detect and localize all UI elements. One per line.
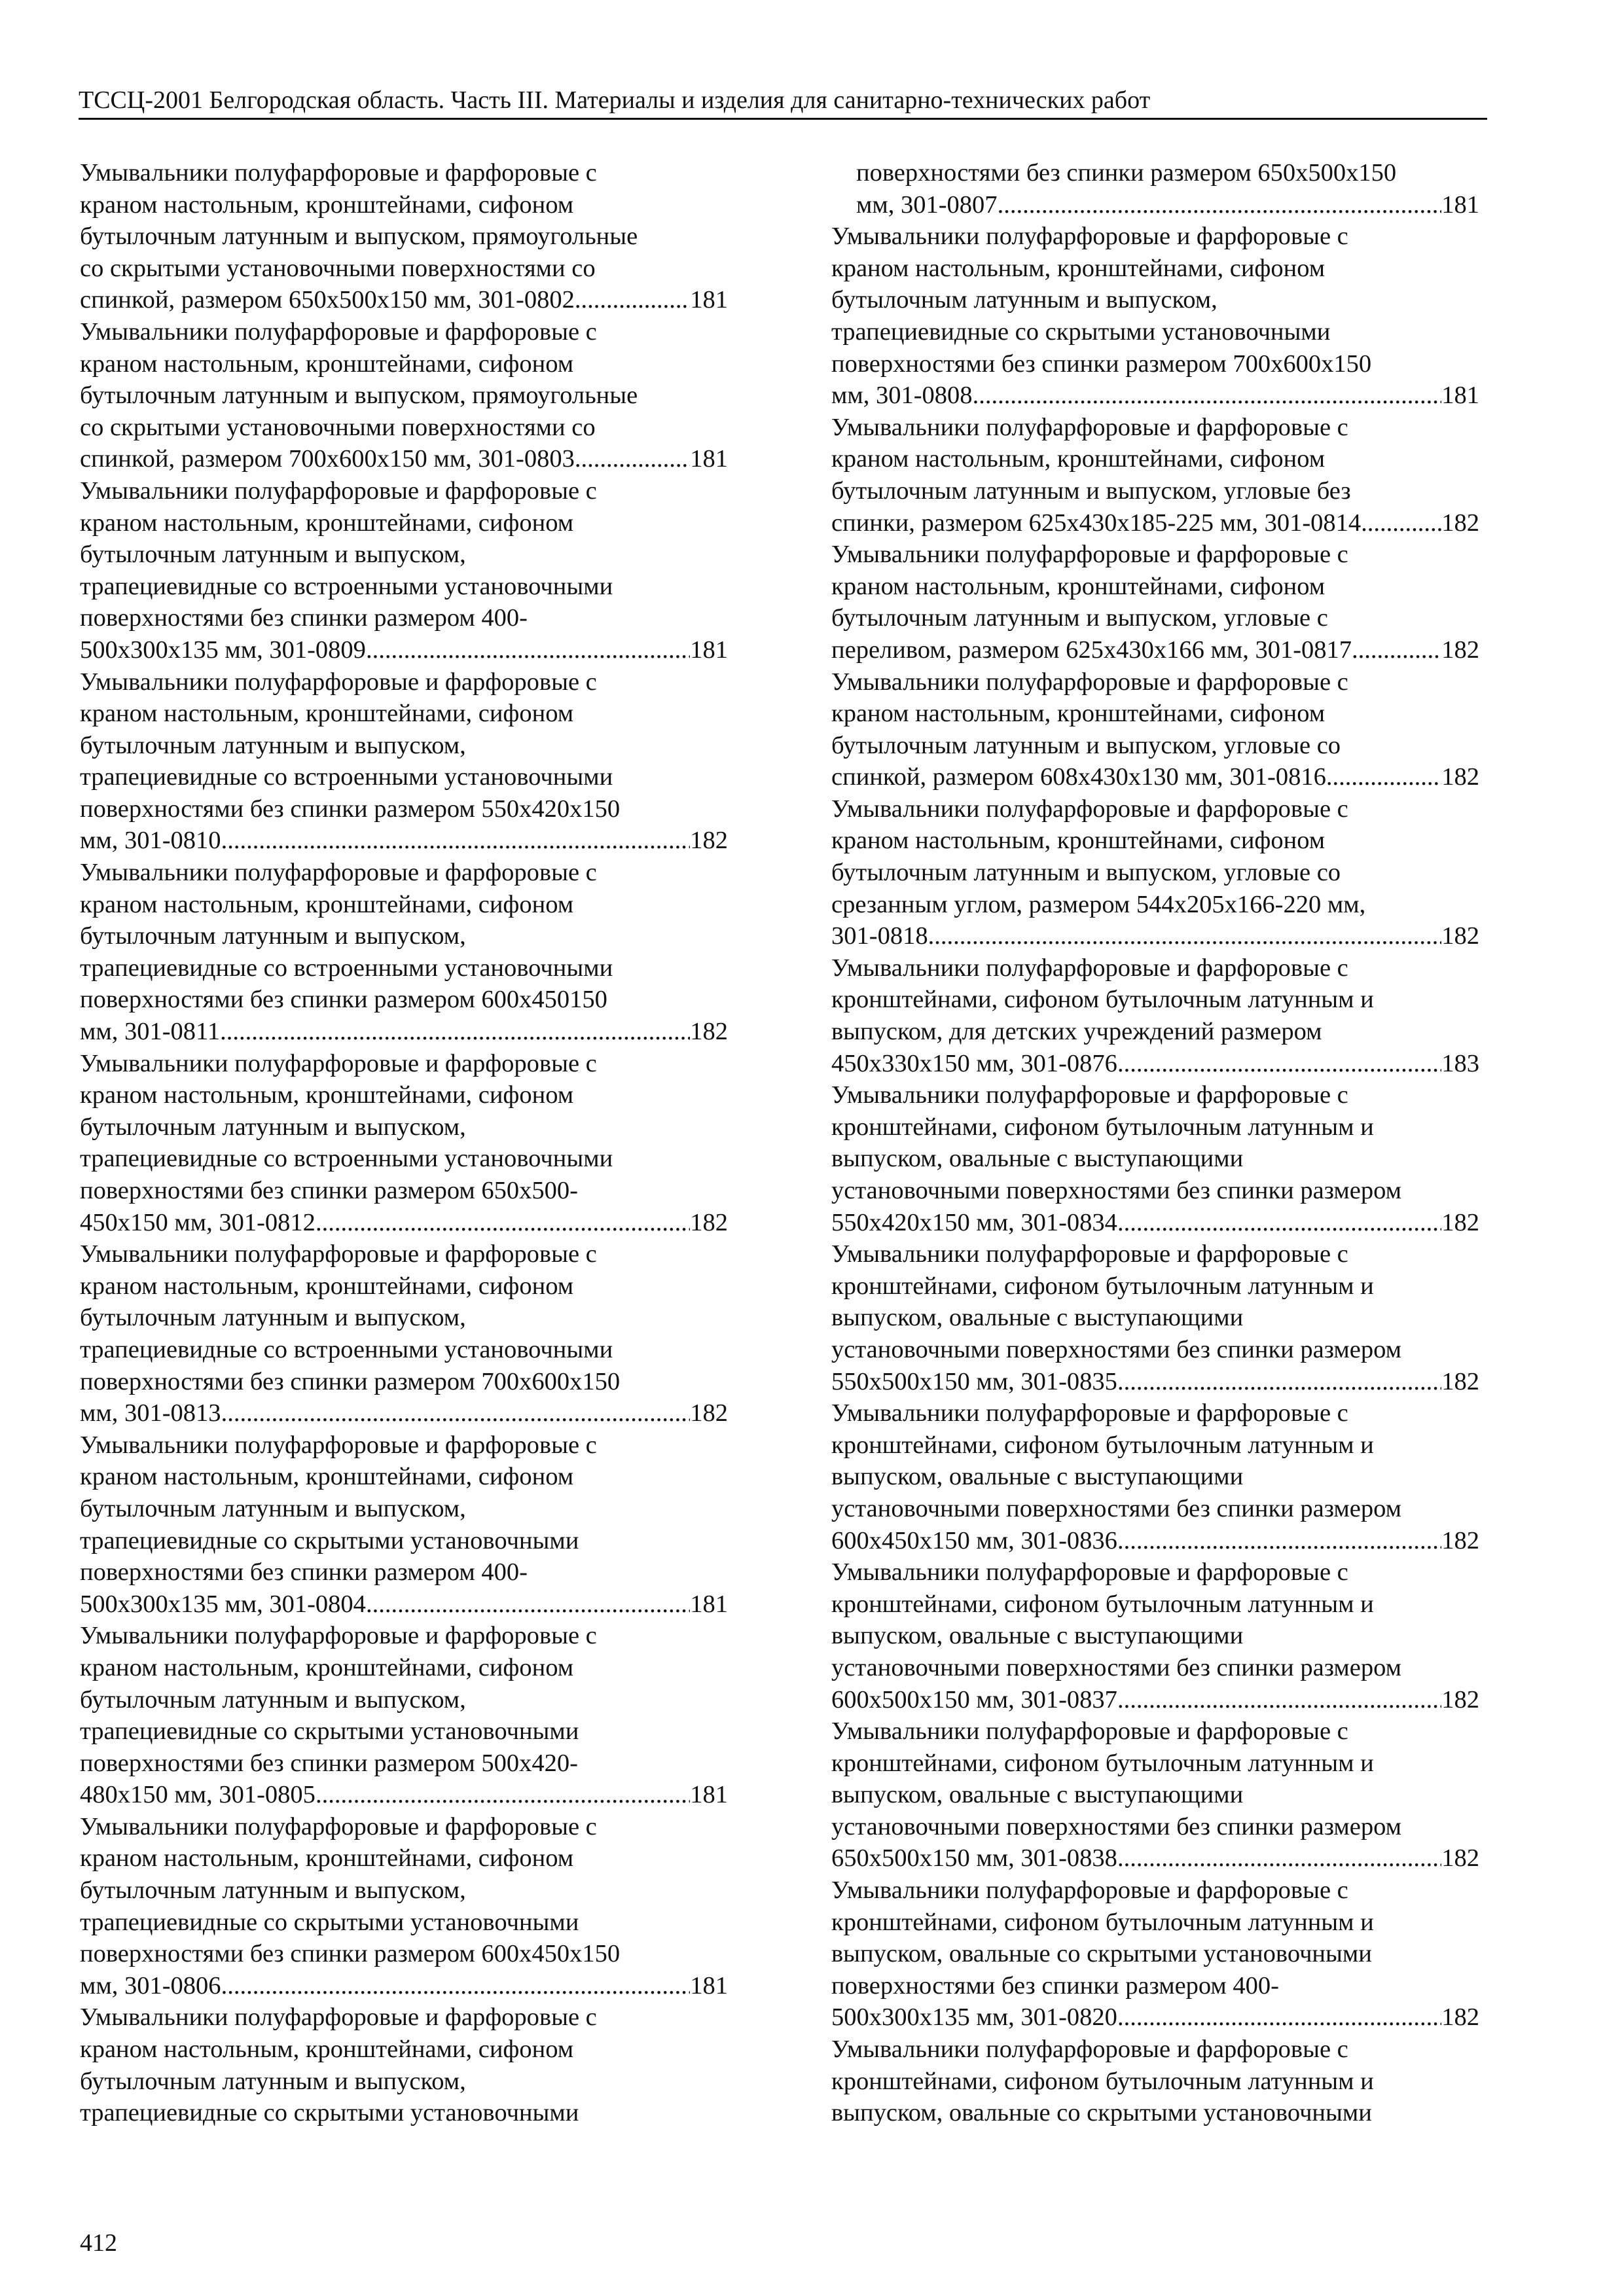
- entry-last-line: [831, 1048, 1479, 1080]
- entry-page-ref: 182: [1441, 2003, 1479, 2032]
- index-entry: [80, 316, 728, 475]
- entry-line: установочными поверхностями без спинки размером: [831, 1653, 1401, 1681]
- entry-tail: 550х420х150 мм, 301-0834: [831, 1208, 1117, 1236]
- entry-line: Умывальники полуфарфоровые и фарфоровые с: [80, 317, 597, 346]
- entry-last-line: [831, 634, 1479, 666]
- index-entry: [80, 2001, 728, 2128]
- entry-line: бутылочным латунным и выпуском, угловые с: [831, 604, 1328, 632]
- dot-leader: [316, 1779, 690, 1811]
- entry-tail: спинкой, размером 650х500х150 мм, 301-0802: [80, 286, 575, 314]
- entry-line: установочными поверхностями без спинки размером: [831, 1494, 1401, 1522]
- entry-tail: 480х150 мм, 301-0805: [80, 1781, 316, 1809]
- entry-page-ref: 182: [1441, 1208, 1479, 1236]
- entry-last-line: [80, 1779, 728, 1811]
- index-entry: [831, 1556, 1479, 1715]
- index-entry: [80, 1811, 728, 2002]
- index-entry: [831, 1715, 1479, 1874]
- entry-page-ref: 182: [1441, 1844, 1479, 1873]
- entry-line: Умывальники полуфарфоровые и фарфоровые с: [80, 1812, 597, 1840]
- entry-last-line: [80, 825, 728, 857]
- entry-tail: спинкой, размером 700х600х150 мм, 301-0803: [80, 445, 575, 473]
- entry-last-line: [80, 1588, 728, 1621]
- entry-line: краном настольным, кронштейнами, сифоном: [80, 890, 574, 918]
- entry-line: Умывальники полуфарфоровые и фарфоровые с: [831, 1876, 1348, 1905]
- entry-line: Умывальники полуфарфоровые и фарфоровые с: [80, 859, 597, 887]
- entry-tail: мм, 301-0811: [80, 1018, 221, 1046]
- entry-line: трапециевидные со скрытыми установочными: [80, 1908, 579, 1936]
- dot-leader: [1117, 1366, 1441, 1398]
- entry-last-line: [80, 1970, 728, 2002]
- entry-page-ref: 182: [1441, 1685, 1479, 1713]
- entry-line: кронштейнами, сифоном бутылочным латунным и: [831, 1272, 1374, 1300]
- dot-leader: [1361, 507, 1441, 539]
- dot-leader: [1117, 1684, 1441, 1716]
- entry-line: Умывальники полуфарфоровые и фарфоровые с: [80, 1049, 597, 1077]
- entry-line: Умывальники полуфарфоровые и фарфоровые с: [80, 476, 597, 505]
- entry-line: краном настольным, кронштейнами, сифоном: [831, 827, 1326, 855]
- entry-tail: спинкой, размером 608х430х130 мм, 301-0816: [831, 763, 1326, 791]
- entry-line: краном настольным, кронштейнами, сифоном: [80, 1463, 574, 1491]
- entry-line: бутылочным латунным и выпуском,: [80, 541, 466, 569]
- dot-leader: [221, 825, 691, 857]
- entry-line: бутылочным латунным и выпуском,: [80, 922, 466, 950]
- entry-line: кронштейнами, сифоном бутылочным латунным и: [831, 1113, 1374, 1141]
- entry-last-line: [831, 920, 1479, 952]
- entry-line: Умывальники полуфарфоровые и фарфоровые с: [831, 1240, 1348, 1268]
- index-entry: [831, 2034, 1479, 2129]
- entry-line: бутылочным латунным и выпуском, прямоугольные: [80, 223, 638, 251]
- index-column-right: [831, 157, 1479, 2129]
- dot-leader: [221, 1970, 691, 2002]
- entry-page-ref: 181: [690, 1781, 728, 1809]
- entry-tail: 500х300х135 мм, 301-0804: [80, 1590, 366, 1618]
- entry-line: трапециевидные со встроенными установочными: [80, 763, 613, 791]
- dot-leader: [366, 634, 690, 666]
- entry-line: Умывальники полуфарфоровые и фарфоровые с: [831, 1399, 1348, 1427]
- dot-leader: [366, 1588, 690, 1621]
- entry-line: Умывальники полуфарфоровые и фарфоровые с: [831, 795, 1348, 823]
- entry-tail: спинки, размером 625х430х185-225 мм, 301-0814: [831, 509, 1362, 537]
- entry-line: трапециевидные со скрытыми установочными: [80, 1717, 579, 1746]
- dot-leader: [221, 1397, 691, 1429]
- index-entry: [831, 952, 1479, 1079]
- entry-page-ref: 181: [690, 1590, 728, 1618]
- entry-last-line: [80, 1207, 728, 1239]
- entry-line: краном настольным, кронштейнами, сифоном: [80, 700, 574, 728]
- dot-leader: [575, 284, 690, 316]
- entry-line: поверхностями без спинки размером 500х420-: [80, 1749, 578, 1777]
- entry-line: Умывальники полуфарфоровые и фарфоровые с: [80, 159, 597, 187]
- entry-line: установочными поверхностями без спинки размером: [831, 1335, 1401, 1363]
- entry-line: выпуском, овальные с выступающими: [831, 1304, 1244, 1332]
- entry-line: краном настольным, кронштейнами, сифоном: [831, 254, 1326, 282]
- entry-line: краном настольным, кронштейнами, сифоном: [80, 1272, 574, 1300]
- entry-last-line: [80, 284, 728, 316]
- dot-leader: [1358, 634, 1442, 666]
- index-entry: [831, 157, 1479, 221]
- entry-last-line: [831, 1525, 1479, 1557]
- entry-last-line: [856, 189, 1479, 221]
- entry-line: трапециевидные со встроенными установочными: [80, 1145, 613, 1173]
- entry-line: поверхностями без спинки размером 650х500-: [80, 1177, 578, 1204]
- entry-tail: 550х500х150 мм, 301-0835: [831, 1367, 1117, 1395]
- entry-last-line: [80, 443, 728, 475]
- dot-leader: [1117, 2001, 1441, 2034]
- entry-last-line: [80, 634, 728, 666]
- entry-tail: 600х500х150 мм, 301-0837: [831, 1685, 1117, 1713]
- entry-last-line: [80, 1016, 728, 1048]
- entry-line: Умывальники полуфарфоровые и фарфоровые с: [80, 2003, 597, 2032]
- entry-line: трапециевидные со встроенными установочными: [80, 954, 613, 982]
- entry-line: краном настольным, кронштейнами, сифоном: [80, 1081, 574, 1109]
- entry-tail: 600х450х150 мм, 301-0836: [831, 1526, 1117, 1554]
- entry-tail: мм, 301-0806: [80, 1971, 221, 2000]
- entry-page-ref: 182: [690, 1018, 728, 1046]
- entry-line: Умывальники полуфарфоровые и фарфоровые с: [80, 1240, 597, 1268]
- entry-page-ref: 181: [690, 1971, 728, 2000]
- entry-line: кронштейнами, сифоном бутылочным латунным и: [831, 1749, 1374, 1777]
- entry-line: поверхностями без спинки размером 400-: [80, 1558, 528, 1587]
- entry-line: краном настольным, кронштейнами, сифоном: [80, 2036, 574, 2064]
- entry-line: бутылочным латунным и выпуском,: [80, 731, 466, 759]
- entry-line: со скрытыми установочными поверхностями со: [80, 413, 596, 441]
- entry-line: краном настольным, кронштейнами, сифоном: [80, 1653, 574, 1681]
- entry-line: краном настольным, кронштейнами, сифоном: [831, 700, 1326, 728]
- entry-tail: 500х300х135 мм, 301-0809: [80, 636, 366, 664]
- entry-last-line: [831, 1684, 1479, 1716]
- entry-tail: переливом, размером 625х430х166 мм, 301-0817.: [831, 636, 1358, 664]
- entry-tail: 500х300х135 мм, 301-0820: [831, 2003, 1117, 2032]
- index-entry: [831, 1079, 1479, 1238]
- index-entry: [831, 539, 1479, 666]
- entry-line: трапециевидные со скрытыми установочными: [80, 1526, 579, 1554]
- entry-line: кронштейнами, сифоном бутылочным латунным и: [831, 1908, 1374, 1936]
- entry-line: срезанным углом, размером 544х205х166-220 мм,: [831, 890, 1366, 918]
- entry-line: со скрытыми установочными поверхностями со: [80, 254, 596, 282]
- dot-leader: [1117, 1207, 1441, 1239]
- entry-page-ref: 182: [690, 1399, 728, 1427]
- entry-page-ref: 182: [1441, 636, 1479, 664]
- index-entry: [80, 666, 728, 857]
- entry-line: краном настольным, кронштейнами, сифоном: [831, 572, 1326, 600]
- entry-line: бутылочным латунным и выпуском,: [831, 286, 1218, 314]
- index-entry: [80, 1429, 728, 1621]
- index-column-left: [80, 157, 728, 2129]
- entry-line: установочными поверхностями без спинки размером: [831, 1812, 1401, 1840]
- entry-last-line: [831, 761, 1479, 793]
- dot-leader: [973, 380, 1442, 412]
- running-header: ТССЦ-2001 Белгородская область. Часть III. Материалы и изделия для санитарно-технических работ: [79, 85, 1487, 120]
- entry-line: Умывальники полуфарфоровые и фарфоровые с: [831, 954, 1348, 982]
- entry-line: выпуском, овальные со скрытыми установочными: [831, 1940, 1372, 1968]
- entry-line: поверхностями без спинки размером 700х600х150: [831, 350, 1372, 378]
- entry-line: Умывальники полуфарфоровые и фарфоровые с: [831, 1558, 1348, 1587]
- entry-line: бутылочным латунным и выпуском,: [80, 2067, 466, 2095]
- entry-last-line: [831, 1842, 1479, 1874]
- index-entry: [831, 412, 1479, 539]
- entry-page-ref: 181: [690, 636, 728, 664]
- page-number: 412: [80, 2229, 117, 2257]
- dot-leader: [928, 920, 1442, 952]
- index-entry: [831, 793, 1479, 952]
- entry-page-ref: 182: [1441, 509, 1479, 537]
- entry-line: Умывальники полуфарфоровые и фарфоровые с: [831, 541, 1348, 569]
- entry-line: поверхностями без спинки размером 400-: [80, 604, 528, 632]
- entry-line: краном настольным, кронштейнами, сифоном: [80, 190, 574, 219]
- entry-line: кронштейнами, сифоном бутылочным латунным и: [831, 1431, 1374, 1459]
- entry-last-line: [831, 380, 1479, 412]
- entry-line: краном настольным, кронштейнами, сифоном: [80, 509, 574, 537]
- entry-line: краном настольным, кронштейнами, сифоном: [80, 1844, 574, 1873]
- entry-tail: мм, 301-0810: [80, 827, 221, 855]
- entry-line: трапециевидные со встроенными установочными: [80, 1335, 613, 1363]
- entry-line: бутылочным латунным и выпуском, прямоугольные: [80, 382, 638, 410]
- entry-last-line: [831, 1366, 1479, 1398]
- entry-last-line: [831, 2001, 1479, 2034]
- entry-line: краном настольным, кронштейнами, сифоном: [831, 445, 1326, 473]
- entry-page-ref: 182: [690, 1208, 728, 1236]
- entry-line: поверхностями без спинки размером 700х600х150: [80, 1367, 621, 1395]
- index-entry: [80, 1048, 728, 1239]
- entry-line: выпуском, овальные со скрытыми установочными: [831, 2099, 1372, 2127]
- entry-line: бутылочным латунным и выпуском,: [80, 1304, 466, 1332]
- entry-line: поверхностями без спинки размером 400-: [831, 1971, 1279, 2000]
- entry-line: трапециевидные со скрытыми установочными: [831, 317, 1331, 346]
- entry-line: Умывальники полуфарфоровые и фарфоровые с: [80, 668, 597, 696]
- entry-line: трапециевидные со скрытыми установочными: [80, 2099, 579, 2127]
- index-entry: [80, 857, 728, 1048]
- index-entry: [80, 1238, 728, 1429]
- entry-page-ref: 182: [1441, 922, 1479, 950]
- index-entry: [831, 666, 1479, 793]
- dot-leader: [575, 443, 690, 475]
- entry-page-ref: 181: [1441, 190, 1479, 219]
- entry-line: Умывальники полуфарфоровые и фарфоровые с: [831, 413, 1348, 441]
- entry-line: кронштейнами, сифоном бутылочным латунным и: [831, 1590, 1374, 1618]
- entry-tail: 650х500х150 мм, 301-0838: [831, 1844, 1117, 1873]
- entry-line: выпуском, для детских учреждений размером: [831, 1018, 1322, 1046]
- entry-page-ref: 182: [1441, 1367, 1479, 1395]
- entry-line: бутылочным латунным и выпуском, угловые со: [831, 731, 1341, 759]
- entry-last-line: [831, 507, 1479, 539]
- entry-line: выпуском, овальные с выступающими: [831, 1622, 1244, 1650]
- entry-line: бутылочным латунным и выпуском,: [80, 1494, 466, 1522]
- entry-last-line: [831, 1207, 1479, 1239]
- entry-line: Умывальники полуфарфоровые и фарфоровые с: [831, 2036, 1348, 2064]
- entry-page-ref: 182: [1441, 1526, 1479, 1554]
- entry-page-ref: 181: [690, 286, 728, 314]
- entry-line: поверхностями без спинки размером 600х450150: [80, 986, 607, 1014]
- entry-page-ref: 182: [690, 827, 728, 855]
- entry-line: Умывальники полуфарфоровые и фарфоровые с: [831, 223, 1348, 251]
- entry-line: кронштейнами, сифоном бутылочным латунным и: [831, 986, 1374, 1014]
- entry-page-ref: 181: [1441, 382, 1479, 410]
- dot-leader: [1117, 1842, 1441, 1874]
- entry-line: Умывальники полуфарфоровые и фарфоровые с: [80, 1431, 597, 1459]
- entry-line: выпуском, овальные с выступающими: [831, 1145, 1244, 1173]
- entry-tail: мм, 301-0807: [856, 190, 998, 219]
- entry-line: бутылочным латунным и выпуском, угловые со: [831, 859, 1341, 887]
- entry-line: поверхностями без спинки размером 650х500х150: [856, 159, 1397, 187]
- index-entry: [831, 1397, 1479, 1556]
- dot-leader: [316, 1207, 690, 1239]
- entry-tail: 301-0818: [831, 922, 928, 950]
- entry-line: трапециевидные со встроенными установочными: [80, 572, 613, 600]
- dot-leader: [220, 1016, 690, 1048]
- index-entry: [80, 1620, 728, 1811]
- dot-leader: [1326, 761, 1441, 793]
- index-entry: [831, 1874, 1479, 2034]
- index-entry: [831, 221, 1479, 412]
- entry-line: поверхностями без спинки размером 550х420х150: [80, 795, 621, 823]
- entry-line: Умывальники полуфарфоровые и фарфоровые с: [831, 668, 1348, 696]
- entry-line: кронштейнами, сифоном бутылочным латунным и: [831, 2067, 1374, 2095]
- entry-tail: мм, 301-0808: [831, 382, 973, 410]
- entry-line: бутылочным латунным и выпуском, угловые без: [831, 476, 1351, 505]
- entry-page-ref: 183: [1441, 1049, 1479, 1077]
- entry-line: поверхностями без спинки размером 600х450х150: [80, 1940, 621, 1968]
- entry-line: выпуском, овальные с выступающими: [831, 1781, 1244, 1809]
- entry-line: краном настольным, кронштейнами, сифоном: [80, 350, 574, 378]
- entry-tail: 450х330х150 мм, 301-0876: [831, 1049, 1117, 1077]
- dot-leader: [1117, 1525, 1441, 1557]
- index-entry: [831, 1238, 1479, 1397]
- entry-line: выпуском, овальные с выступающими: [831, 1463, 1244, 1491]
- index-entry: [80, 475, 728, 666]
- entry-line: бутылочным латунным и выпуском,: [80, 1113, 466, 1141]
- entry-last-line: [80, 1397, 728, 1429]
- entry-line: бутылочным латунным и выпуском,: [80, 1876, 466, 1905]
- entry-page-ref: 181: [690, 445, 728, 473]
- dot-leader: [998, 189, 1442, 221]
- entry-line: установочными поверхностями без спинки размером: [831, 1177, 1401, 1204]
- entry-line: Умывальники полуфарфоровые и фарфоровые с: [831, 1717, 1348, 1746]
- entry-page-ref: 182: [1441, 763, 1479, 791]
- entry-line: Умывальники полуфарфоровые и фарфоровые с: [831, 1081, 1348, 1109]
- index-entry: [80, 157, 728, 316]
- entry-line: бутылочным латунным и выпуском,: [80, 1685, 466, 1713]
- dot-leader: [1117, 1048, 1441, 1080]
- entry-tail: мм, 301-0813: [80, 1399, 221, 1427]
- entry-tail: 450х150 мм, 301-0812: [80, 1208, 316, 1236]
- entry-line: Умывальники полуфарфоровые и фарфоровые с: [80, 1622, 597, 1650]
